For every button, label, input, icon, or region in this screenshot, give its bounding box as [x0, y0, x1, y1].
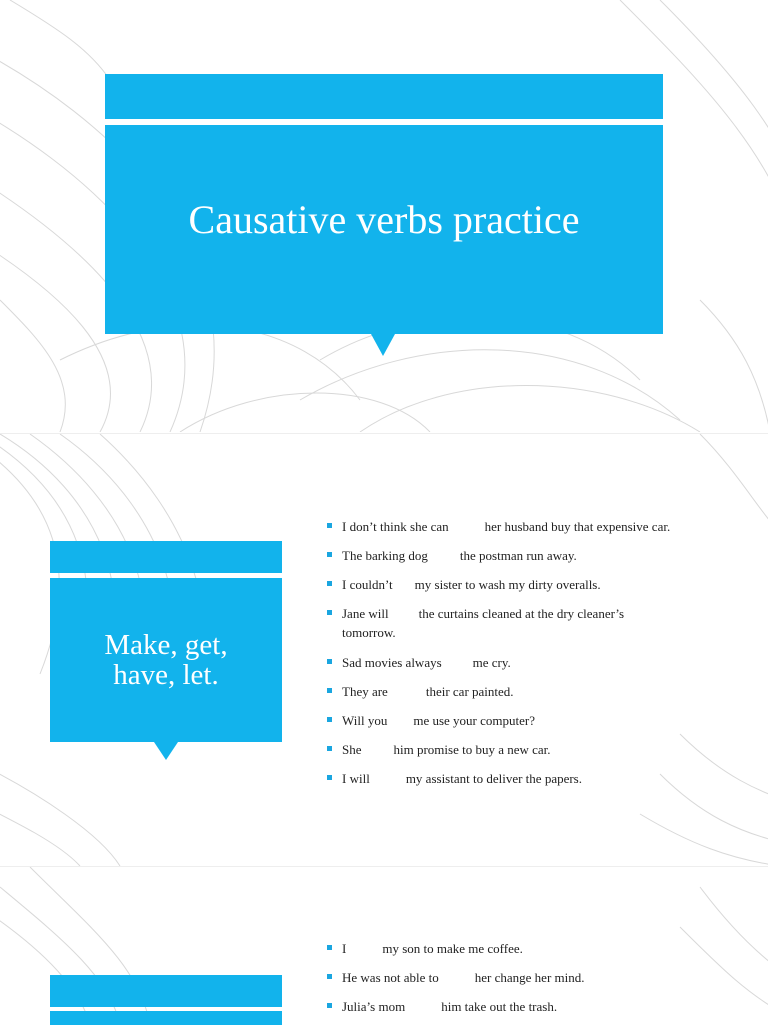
exercise-list [326, 939, 746, 1025]
exercise-item [326, 968, 746, 997]
bullet-square [327, 717, 332, 722]
sentence-start: The barking dog [342, 548, 428, 563]
slide-practice-continued [0, 866, 768, 1025]
bullet-square [327, 974, 332, 979]
sentence-start: Sad movies always [342, 655, 442, 670]
exercise-item [326, 517, 746, 546]
exercise-item [326, 575, 746, 604]
title-top-bar [105, 74, 663, 119]
sentence-start: Will you [342, 713, 388, 728]
callout-pointer [371, 334, 395, 356]
sentence-continuation: tomorrow. [342, 625, 396, 640]
side-top-bar [50, 541, 282, 573]
bullet-square [327, 945, 332, 950]
side-top-bar [50, 975, 282, 1007]
sentence-end: me use your computer? [413, 713, 535, 728]
bullet-square [327, 610, 332, 615]
sentence-start: I [342, 941, 347, 956]
sentence-start: I couldn’t [342, 577, 393, 592]
sentence-end: my sister to wash my dirty overalls. [414, 577, 601, 592]
sentence-start: She [342, 742, 362, 757]
side-title-line1: Make, get, [104, 629, 228, 661]
exercise-list [326, 517, 746, 798]
slide-make-get-have-let [0, 433, 768, 866]
sentence-start: Jane will [342, 606, 389, 621]
exercise-item [326, 682, 746, 711]
bullet-square [327, 688, 332, 693]
sentence-start: Julia’s mom [342, 999, 406, 1014]
bullet-square [327, 659, 332, 664]
slide-title-text: Causative verbs practice [188, 197, 580, 242]
exercise-item [326, 997, 746, 1025]
sentence-end: her change her mind. [474, 970, 585, 985]
side-title-line2: have, let. [113, 659, 219, 691]
callout-pointer [154, 742, 178, 760]
exercise-item [326, 604, 746, 653]
bullet-square [327, 746, 332, 751]
exercise-item [326, 939, 746, 968]
exercise-item [326, 546, 746, 575]
exercise-item [326, 769, 746, 798]
exercise-item [326, 740, 746, 769]
sentence-end: him take out the trash. [441, 999, 558, 1014]
sentence-end: my son to make me coffee. [382, 941, 523, 956]
exercise-item [326, 711, 746, 740]
sentence-end: her husband buy that expensive car. [484, 519, 671, 534]
bullet-square [327, 552, 332, 557]
slide-title [0, 0, 768, 432]
sentence-end: the postman run away. [459, 548, 577, 563]
sentence-end: my assistant to deliver the papers. [405, 771, 582, 786]
bullet-square [327, 581, 332, 586]
bullet-square [327, 523, 332, 528]
sentence-start: I don’t think she can [342, 519, 449, 534]
sentence-end: me cry. [472, 655, 511, 670]
sentence-end: their car painted. [425, 684, 514, 699]
exercise-item [326, 653, 746, 682]
sentence-end: the curtains cleaned at the dry cleaner’s [418, 606, 625, 621]
sentence-start: They are [342, 684, 388, 699]
bullet-square [327, 775, 332, 780]
sentence-start: He was not able to [342, 970, 439, 985]
side-title-text [50, 578, 282, 742]
side-title-box [50, 1011, 282, 1025]
bullet-square [327, 1003, 332, 1008]
sentence-end: him promise to buy a new car. [393, 742, 551, 757]
sentence-start: I will [342, 771, 370, 786]
